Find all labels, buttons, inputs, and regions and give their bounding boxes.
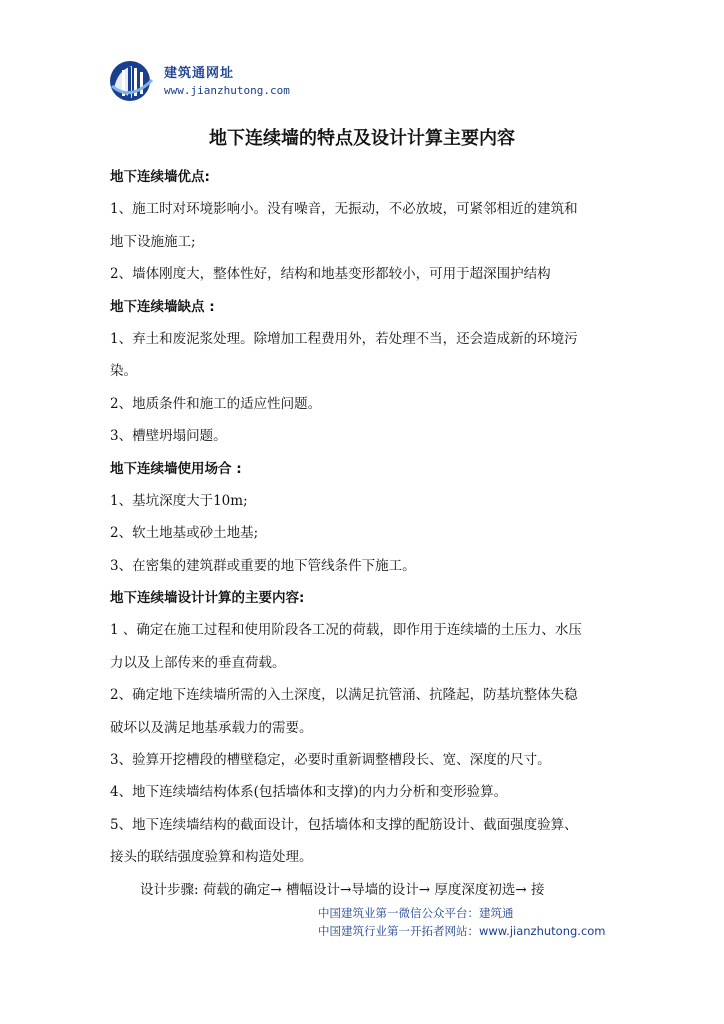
footer-website-line[interactable]: 中国建筑行业第一开拓者网站：www.jianzhutong.com bbox=[318, 924, 606, 938]
paragraph-line: 1、基坑深度大于10m; bbox=[110, 492, 248, 509]
paragraph-line: 接头的联结强度验算和构造处理。 bbox=[110, 849, 313, 866]
paragraph-line: 3、验算开挖槽段的槽壁稳定，必要时重新调整槽段长、宽、深度的尺寸。 bbox=[110, 752, 551, 769]
paragraph-line: 破坏以及满足地基承载力的需要。 bbox=[110, 719, 313, 736]
page-footer bbox=[318, 904, 606, 940]
paragraph-line: 3、在密集的建筑群或重要的地下管线条件下施工。 bbox=[110, 557, 416, 574]
section-heading-disadvantages: 地下连续墙缺点 : bbox=[110, 298, 215, 315]
site-logo[interactable] bbox=[108, 58, 308, 108]
paragraph-line: 2、地质条件和施工的适应性问题。 bbox=[110, 395, 322, 412]
paragraph-line: 地下设施施工; bbox=[110, 233, 196, 250]
section-heading-advantages: 地下连续墙优点: bbox=[110, 169, 210, 185]
footer-wechat-line: 中国建筑业第一微信公众平台：建筑通 bbox=[318, 906, 514, 920]
paragraph-line: 2、确定地下连续墙所需的入土深度，以满足抗管涌、抗隆起，防基坑整体失稳 bbox=[110, 687, 578, 704]
paragraph-line: 1 、确定在施工过程和使用阶段各工况的荷载，即作用于连续墙的土压力、水压 bbox=[110, 622, 582, 639]
paragraph-line: 力以及上部传来的垂直荷载。 bbox=[110, 654, 286, 671]
section-heading-design-content: 地下连续墙设计计算的主要内容: bbox=[110, 590, 305, 607]
logo-url[interactable]: www.jianzhutong.com bbox=[164, 84, 290, 97]
paragraph-line: 1、施工时对环境影响小。没有噪音，无振动，不必放坡，可紧邻相近的建筑和 bbox=[110, 201, 578, 218]
section-heading-applications: 地下连续墙使用场合 : bbox=[110, 460, 242, 477]
paragraph-line: 5、地下连续墙结构的截面设计，包括墙体和支撑的配筋设计、截面强度验算、 bbox=[110, 816, 578, 833]
paragraph-line: 染。 bbox=[110, 363, 137, 380]
paragraph-line: 4、地下连续墙结构体系(包括墙体和支撑)的内力分析和变形验算。 bbox=[110, 784, 508, 801]
logo-globe-icon bbox=[108, 58, 156, 104]
paragraph-line: 1、弃土和废泥浆处理。除增加工程费用外，若处理不当，还会造成新的环境污 bbox=[110, 330, 578, 347]
document-body bbox=[110, 161, 620, 906]
paragraph-line: 2、墙体刚度大，整体性好，结构和地基变形都较小，可用于超深围护结构 bbox=[110, 266, 551, 283]
paragraph-line: 2、软土地基或砂土地基; bbox=[110, 525, 259, 542]
design-steps-line: 设计步骤: 荷载的确定→ 槽幅设计→导墙的设计→ 厚度深度初选→ 接 bbox=[140, 881, 545, 898]
logo-name: 建筑通网址 bbox=[164, 66, 235, 81]
page-title: 地下连续墙的特点及设计计算主要内容 bbox=[209, 128, 515, 149]
paragraph-line: 3、槽壁坍塌问题。 bbox=[110, 428, 227, 445]
